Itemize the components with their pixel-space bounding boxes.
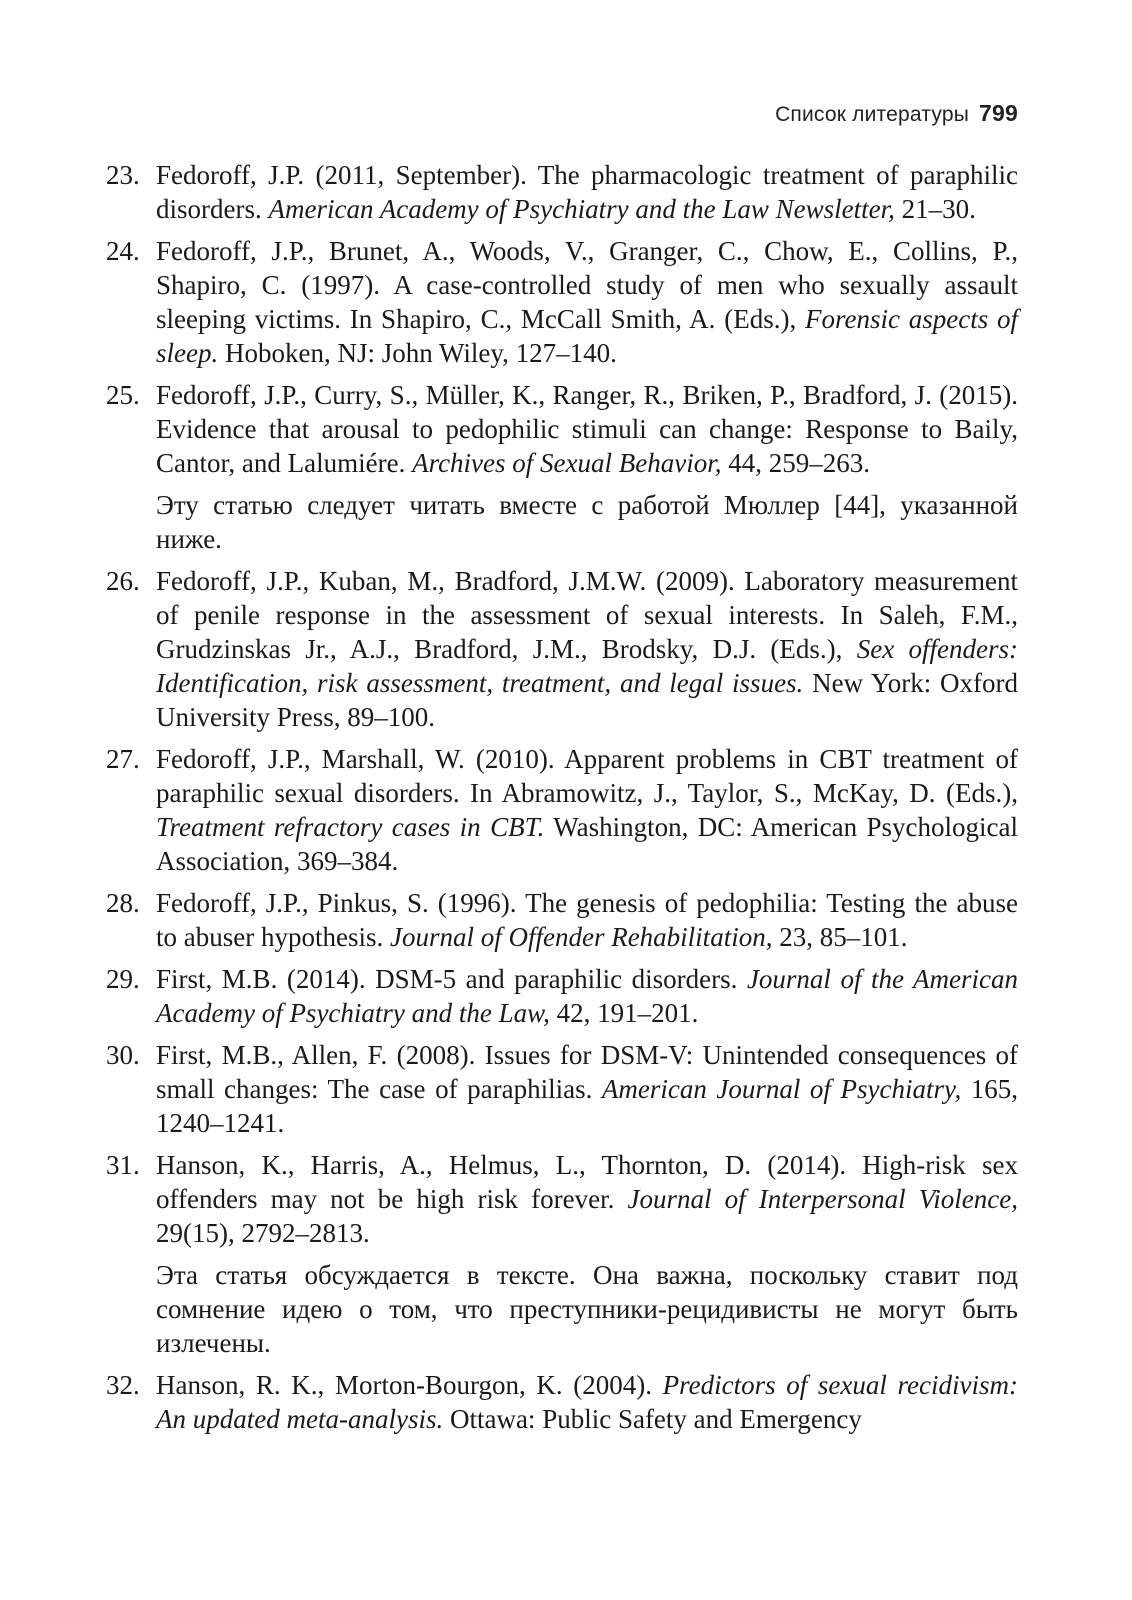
reference-text bbox=[108, 1368, 1018, 1436]
reference-authors-title: Fedoroff, J.P., Curry, S., Müller, K., Ranger, R., Briken, P., Bradford, J. (2015). Evidence that arousal to pedophilic stimuli can change: Response to Baily, Cantor, and Lalumiére. bbox=[156, 380, 1018, 478]
reference-authors-title: Fedoroff, J.P. (2011, September). The pharmacologic treatment of paraphilic disorders. bbox=[156, 160, 1018, 224]
reference-number: 24. bbox=[106, 236, 140, 266]
reference-number: 30. bbox=[106, 1040, 140, 1070]
reference-source-italic: Sex offenders: Identification, risk assessment, treatment, and legal issues. bbox=[156, 634, 1018, 698]
reference-pages: 165, 1240–1241. bbox=[156, 1074, 1018, 1138]
reference-item bbox=[108, 234, 1018, 370]
reference-number: 31. bbox=[106, 1150, 140, 1180]
reference-text bbox=[108, 962, 1018, 1030]
reference-pages: Ottawa: Public Safety and Emergency bbox=[443, 1404, 862, 1434]
reference-item bbox=[108, 378, 1018, 556]
reference-text bbox=[108, 564, 1018, 734]
reference-text bbox=[108, 1148, 1018, 1250]
reference-pages: Hoboken, NJ: John Wiley, 127–140. bbox=[218, 338, 617, 368]
reference-source-italic: Journal of the American Academy of Psychiatry and the Law, bbox=[156, 964, 1018, 1028]
reference-item bbox=[108, 1148, 1018, 1360]
reference-text bbox=[108, 886, 1018, 954]
reference-number: 23. bbox=[106, 160, 140, 190]
reference-source-italic: Journal of Interpersonal Violence, bbox=[627, 1184, 1018, 1214]
reference-number: 29. bbox=[106, 964, 140, 994]
reference-authors-title: First, M.B. (2014). DSM-5 and paraphilic disorders. bbox=[156, 964, 747, 994]
reference-text bbox=[108, 158, 1018, 226]
reference-number: 27. bbox=[106, 744, 140, 774]
reference-pages: Washington, DC: American Psychological Association, 369–384. bbox=[156, 812, 1018, 876]
reference-item bbox=[108, 158, 1018, 226]
reference-pages: 44, 259–263. bbox=[721, 448, 870, 478]
reference-item bbox=[108, 1038, 1018, 1140]
reference-text bbox=[108, 742, 1018, 878]
reference-pages: New York: Oxford University Press, 89–100. bbox=[156, 668, 1018, 732]
reference-authors-title: Fedoroff, J.P., Kuban, M., Bradford, J.M.W. (2009). Laboratory measurement of penile response in the assessment of sexual interests. In Saleh, F.M., Grudzinskas Jr., A.J., Bradford, J.M., Brodsky, D.J. (Eds.), bbox=[156, 566, 1018, 664]
reference-text bbox=[108, 378, 1018, 480]
reference-text bbox=[108, 234, 1018, 370]
reference-number: 28. bbox=[106, 888, 140, 918]
reference-pages: 21–30. bbox=[894, 194, 976, 224]
reference-authors-title: Hanson, K., Harris, A., Helmus, L., Thornton, D. (2014). High-risk sex offenders may not be high risk forever. bbox=[156, 1150, 1018, 1214]
page-number: 799 bbox=[979, 100, 1018, 126]
reference-item bbox=[108, 962, 1018, 1030]
reference-number: 26. bbox=[106, 566, 140, 596]
section-title: Список литературы bbox=[775, 103, 970, 126]
reference-authors-title: Fedoroff, J.P., Brunet, A., Woods, V., Granger, C., Chow, E., Collins, P., Shapiro, C. (1997). A case-controlled study of men who sexually assault sleeping victims. In Shapiro, C., McCall Smith, A. (Eds.), bbox=[156, 236, 1018, 334]
reference-source-italic: Journal of Offender Rehabilitation, bbox=[389, 922, 773, 952]
reference-source-italic: Archives of Sexual Behavior, bbox=[412, 448, 722, 478]
reference-source-italic: Predictors of sexual recidivism: An updated meta-analysis. bbox=[156, 1370, 1019, 1434]
reference-source-italic: Forensic aspects of sleep. bbox=[156, 304, 1019, 368]
reference-authors-title: First, M.B., Allen, F. (2008). Issues for DSM-V: Unintended consequences of small changes: The case of paraphilias. bbox=[156, 1040, 1018, 1104]
reference-text bbox=[108, 1038, 1018, 1140]
reference-source-italic: American Academy of Psychiatry and the Law Newsletter, bbox=[268, 194, 895, 224]
reference-authors-title: Fedoroff, J.P., Marshall, W. (2010). Apparent problems in CBT treatment of paraphilic sexual disorders. In Abramowitz, J., Taylor, S., McKay, D. (Eds.), bbox=[156, 744, 1018, 808]
reference-source-italic: American Journal of Psychiatry, bbox=[601, 1074, 962, 1104]
reference-item bbox=[108, 1368, 1018, 1436]
reference-item bbox=[108, 564, 1018, 734]
running-head bbox=[775, 98, 1018, 130]
reference-authors-title: Hanson, R. K., Morton-Bourgon, K. (2004). bbox=[156, 1370, 663, 1400]
reference-item bbox=[108, 886, 1018, 954]
reference-pages: 23, 85–101. bbox=[772, 922, 908, 952]
reference-number: 25. bbox=[106, 380, 140, 410]
reference-source-italic: Treatment refractory cases in CBT. bbox=[156, 812, 545, 842]
reference-list bbox=[108, 158, 1018, 1444]
reference-annotation: Эта статья обсуждается в тексте. Она важна, поскольку ставит под сомнение идею о том, что преступники-рецидивисты не могут быть излечены. bbox=[156, 1260, 1018, 1358]
reference-authors-title: Fedoroff, J.P., Pinkus, S. (1996). The genesis of pedophilia: Testing the abuse to abuser hypothesis. bbox=[156, 888, 1018, 952]
reference-pages: 29(15), 2792–2813. bbox=[156, 1218, 370, 1248]
reference-annotation: Эту статью следует читать вместе с работой Мюллер [44], указанной ниже. bbox=[156, 490, 1018, 554]
reference-number: 32. bbox=[106, 1370, 140, 1400]
reference-pages: 42, 191–201. bbox=[549, 998, 699, 1028]
reference-item bbox=[108, 742, 1018, 878]
